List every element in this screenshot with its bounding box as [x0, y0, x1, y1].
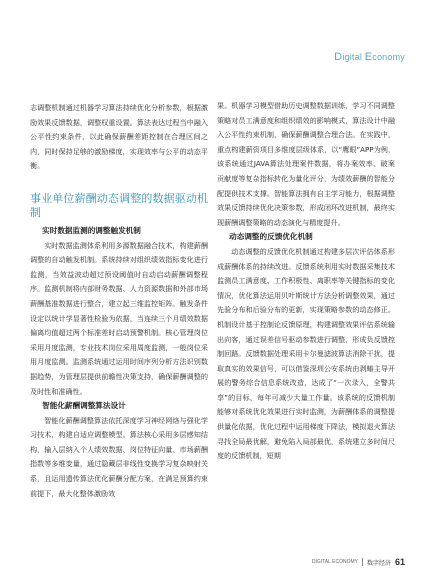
- journal-brand: [334, 51, 405, 63]
- left-column: [30, 101, 208, 501]
- brand-rest-2: conomy: [372, 52, 405, 62]
- footer-journal-cn: 数字经济: [366, 560, 391, 567]
- brand-cap-d: D: [334, 51, 343, 63]
- right-column: [217, 99, 395, 464]
- subsection-title-algorithm: 智能化薪酬调整算法设计: [42, 401, 126, 411]
- page-number: 61: [394, 557, 405, 567]
- feedback-paragraph: 动态调整的反馈优化机制通过构建多层次评估体系形成薪酬体系的持续改进。反馈系统利用实时数据采集技术监测员工满意度、工作积极性、离职率等关键指标的变化情况，优化算法运用贝叶斯统计方法分析调整效果，通过先验分布和后验分布的更新，实现策略参数的动态修正。机制设计基于控制论反馈原理，构建调整效果评估系统输出向客，通过误差信号驱动参数进行调整，形成负反馈控制回路。反馈数据处理采用卡尔曼滤波算法消除干扰，提取真实的效果信号，可以借鉴深圳公安系统由剥蝽主导开展的警务综合信息系统改造，达成了“一次录入，全警共享”的目标，每年可减少大量工作量。该系统的反馈机制能够对系统优化效果进行实时监测，为薪酬体系的调整提供量化依据，优化过程中运用梯度下降法，模拟退火算法寻找全局最优解，避免陷入局部最优，系统建立多时间尺度的反馈机制，短期: [217, 246, 395, 461]
- intro-paragraph: 志调整机制通过机器学习算法持续优化分析参数，根据激励效果反馈数据，调整权重设置。算法表达过程当中融入公平性约束条件，以此确保薪酬差距控制在合理区间之内，同时保持足够的激励梯度，实现效率与公平的动态平衡。: [30, 103, 208, 171]
- algorithm-paragraph: 智能化薪酬调整算法依托深度学习神经网络与强化学习技术，构建自适应调整模型。算法核心采用多层感知结构，输入层纳入个人绩效数据、岗位特征向量、市场薪酬指数等多维变量，通过隐藏层非线性变换学习复杂映射关系，且运用遗传算法优化薪酬分配方案，在满足预算约束前提下，最大化整体激励效: [30, 415, 208, 498]
- footer-divider: [362, 558, 363, 566]
- subsection-title-monitoring: 实时数据监测的调整触发机制: [42, 225, 141, 235]
- continued-paragraph: 果。机器学习模型借助历史调整数据训练，学习不同调整策略对员工满意度和组织绩效的影响模式，算法设计中融入公平性约束机制，确保薪酬调整合理合法。在实践中，重点构建薪资项目多维度层级体系，以“鹰眼”APP为例，该系统通过JAVA算法处理案件数据，将办案效率、破案贡献度等复杂指标转化为量化评分，为绩效薪酬的智能分配提供技术支撑。智能算法拥有自主学习能力，根据调整效果反馈持续优化决策参数，形成闭环改进机制，最终实现薪酬调整策略的动态演化与精度提升。: [217, 101, 395, 227]
- section-title: 事业单位薪酬动态调整的数据驱动机制: [30, 191, 208, 219]
- monitoring-paragraph: 实时数据监测体系利用多源数据融合技术，构建薪酬调整的自动触发机制。系统持续对组织绩效指标变化进行监测，当效益波动超过预设阈值时自动启动薪酬调整程序。监测机制将内部财务数据、人力资源数据和外部市场薪酬基准数据进行整合，建立起三维监控矩阵。触发条件设定以统计学显著性检验为依据，当连续三个月绩效数据偏离均值超过两个标准差时启动预警机制。核心管理岗位采用月度监测，专业技术岗位采用周度监测，一般岗位采用月度监测。监测系统通过运用时间序列分析方法识别数据趋势，为管理层提供前瞻性决策支持，确保薪酬调整的及时性和准确性。: [30, 240, 208, 396]
- footer-journal-en: DIGITAL ECONOMY: [311, 559, 358, 565]
- brand-rest-1: igital: [342, 52, 365, 62]
- page-footer: [312, 557, 405, 567]
- brand-cap-e: E: [364, 51, 373, 63]
- subsection-title-feedback: 动态调整的反馈优化机制: [229, 232, 313, 242]
